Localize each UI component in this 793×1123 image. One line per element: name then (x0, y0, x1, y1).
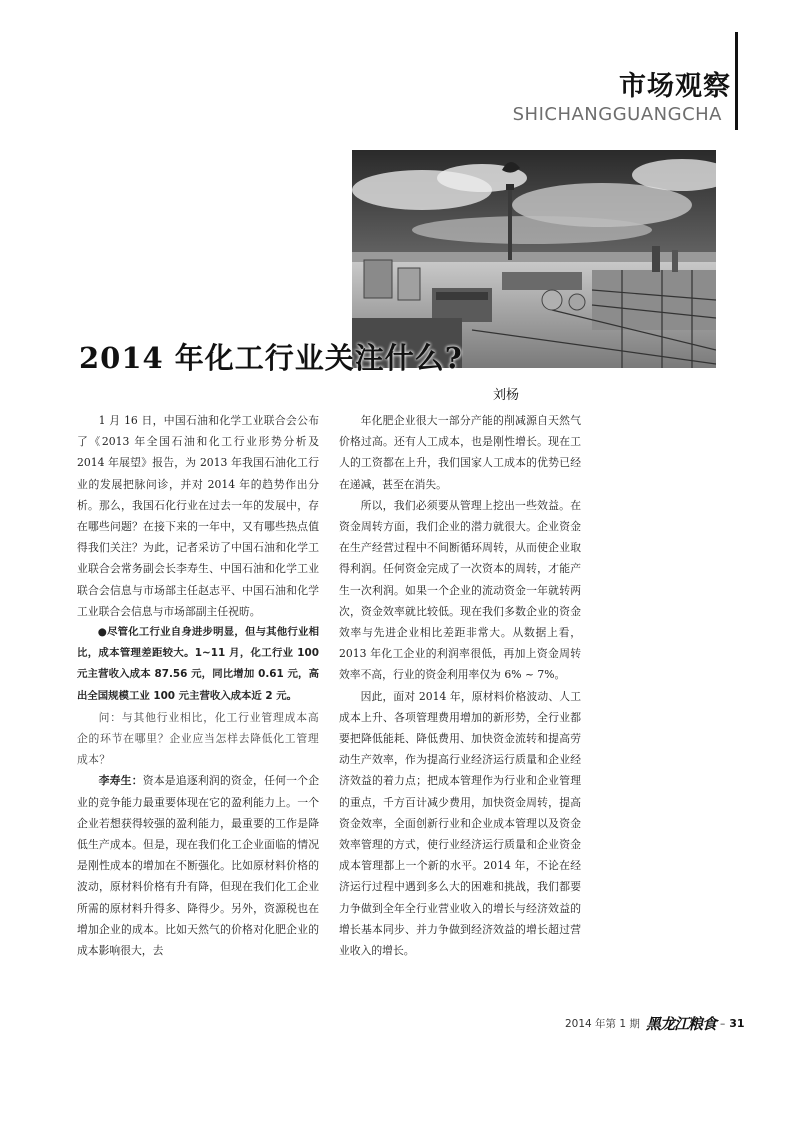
page-footer (565, 1013, 745, 1034)
page-number: 31 (729, 1017, 745, 1030)
article-column-right (339, 410, 581, 961)
paragraph: 1 月 16 日，中国石油和化学工业联合会公布了《2013 年全国石油和化工行业形势分析及 2014 年展望》报告，为 2013 年我国石油化工行业的发展把脉问诊，并对 2014 年的趋势作出分析。那么，我国石化行业在过去一年的发展中，存在哪些问题？在接下来的一年中，又有哪些热点值得我们关注？为此，记者采访了中国石油和化学工业联合会常务副会长李寿生、中国石油和化学工业联合会信息与市场部主任赵志平、中国石油和化学工业联合会信息与市场部副主任祝昉。 (77, 414, 319, 618)
section-accent-bar (735, 32, 738, 130)
paragraph: 所以，我们必须要从管理上挖出一些效益。在资金周转方面，我们企业的潜力就很大。企业资金在生产经营过程中不间断循环周转，从而使企业取得利润。任何资金完成了一次资本的周转，才能产生一次利润。如果一个企业的流动资金一年就转两次，资金效率就比较低。现在我们多数企业的资金效率与先进企业相比差距非常大。从数据上看，2013 年化工企业的利润率很低，再加上资金周转效率不高，行业的资金利用率仅为 6% ~ 7%。 (339, 498, 581, 682)
article-author: 刘杨 (493, 388, 520, 403)
section-pinyin: SHICHANGGUANGCHA (512, 104, 722, 125)
question-paragraph: 问：与其他行业相比，化工行业管理成本高企的环节在哪里？企业应当怎样去降低化工管理成本？ (77, 710, 319, 767)
section-title: 市场观察 (619, 71, 731, 102)
magazine-logo: 黑龙江粮食 (645, 1015, 716, 1033)
issue-label: 2014 年第 1 期 (565, 1018, 640, 1030)
answer-text: 资本是追逐利润的资金，任何一个企业的竞争能力最重要体现在它的盈利能力上。一个企业若想获得较强的盈利能力，最重要的工作是降低生产成本。但是，现在我们化工企业面临的情况是刚性成本的增加在不断强化。比如原材料价格的波动，原材料价格有升有降，但现在我们化工企业所需的原材料升得多、降得少。另外，资源税也在增加企业的成本。比如天然气的价格对化肥企业的成本影响很大，去 (77, 774, 320, 958)
footer-dash: – (719, 1017, 726, 1030)
paragraph: 因此，面对 2014 年，原材料价格波动、人工成本上升、各项管理费用增加的新形势，全行业都要把降低能耗、降低费用、加快资金流转和提高劳动生产效率，作为提高行业经济运行质量和企业经济效益的着力点；把成本管理作为行业和企业管理的重点，千方百计减少费用，加快资金周转，提高资金效率，全面创新行业和企业成本管理以及资金效率管理的方式，使行业经济运行质量和企业资金成本管理都上一个新的水平。2014 年，不论在经济运行过程中遇到多么大的困难和挑战，我们都要力争做到全年全行业营业收入的增长与经济效益的增长基本同步、并力争做到经济效益的增长超过营业收入的增长。 (339, 689, 581, 958)
paragraph: 年化肥企业很大一部分产能的削减源自天然气价格过高。还有人工成本，也是刚性增长。现在工人的工资都在上升，我们国家人工成本的优势已经在递减，甚至在消失。 (339, 414, 581, 491)
article-title: 2014 年化工行业关注什么? (79, 341, 463, 375)
highlight-paragraph: ●尽管化工行业自身进步明显，但与其他行业相比，成本管理差距较大。1~11 月，化工行业 100 元主营收入成本 87.56 元，同比增加 0.61 元，高出全国规模工业 100 元主营收入成本近 2 元。 (77, 626, 319, 702)
speaker-label: 李寿生： (98, 774, 143, 788)
answer-paragraph (77, 770, 319, 961)
article-column-left (77, 410, 319, 961)
